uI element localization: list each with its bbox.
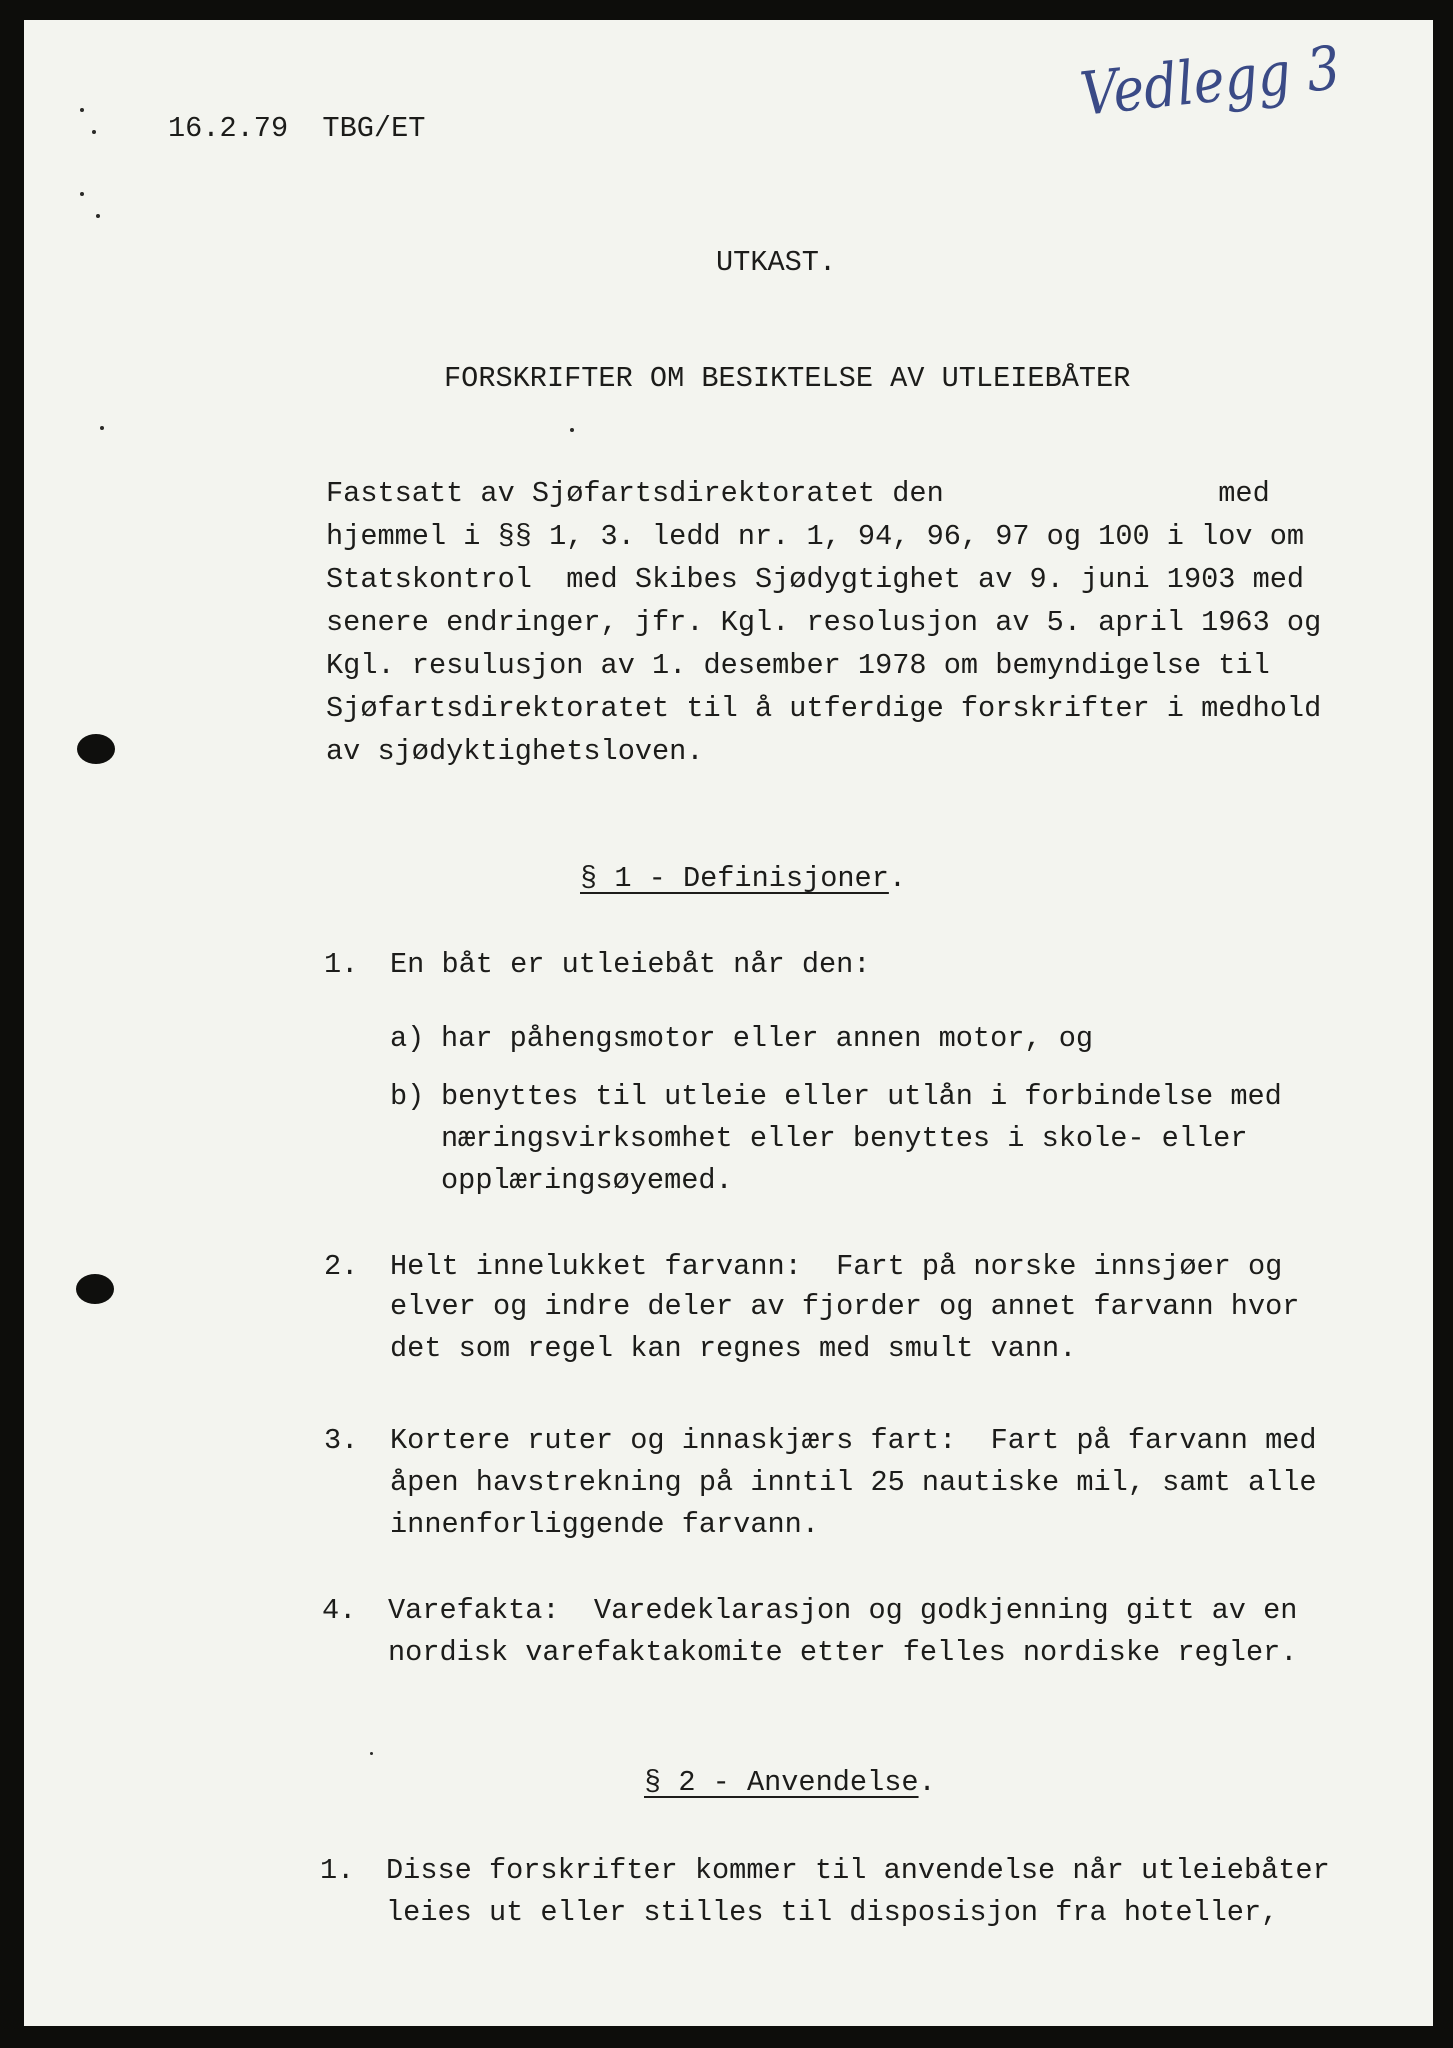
- subitem-text: har påhengsmotor eller annen motor, og: [441, 1022, 1094, 1055]
- preamble-line: Fastsatt av Sjøfartsdirektoratet den med: [326, 477, 1270, 510]
- section-heading-period: .: [888, 862, 907, 895]
- item-text: nordisk varefaktakomite etter felles nordiske regler.: [388, 1636, 1298, 1669]
- margin-dot: [100, 426, 104, 430]
- item-number: 3.: [324, 1424, 359, 1457]
- preamble-line: av sjødyktighetsloven.: [326, 735, 704, 768]
- section-heading-text: § 1 - Definisjoner: [580, 862, 889, 895]
- item-text: leies ut eller stilles til disposisjon fra hoteller,: [386, 1896, 1279, 1929]
- draft-label: UTKAST.: [716, 246, 837, 279]
- preamble-line: Sjøfartsdirektoratet til å utferdige forskrifter i medhold: [326, 692, 1322, 725]
- section-heading-text: § 2 - Anvendelse: [644, 1766, 919, 1799]
- item-text: Varefakta: Varedeklarasjon og godkjenning gitt av en: [388, 1594, 1298, 1627]
- preamble-line: Kgl. resulusjon av 1. desember 1978 om bemyndigelse til: [326, 649, 1270, 682]
- preamble-line: senere endringer, jfr. Kgl. resolusjon av 5. april 1963 og: [326, 606, 1322, 639]
- margin-dot: [370, 1752, 373, 1755]
- item-text: Kortere ruter og innaskjærs fart: Fart på farvann med: [390, 1424, 1317, 1457]
- item-text: åpen havstrekning på inntil 25 nautiske mil, samt alle: [390, 1466, 1317, 1499]
- subitem-label: b): [390, 1080, 425, 1113]
- item-text: det som regel kan regnes med smult vann.: [390, 1332, 1077, 1365]
- item-number: 4.: [322, 1594, 357, 1627]
- margin-dot: [96, 214, 100, 218]
- subitem-text: benyttes til utleie eller utlån i forbindelse med: [441, 1080, 1282, 1113]
- document-title: FORSKRIFTER OM BESIKTELSE AV UTLEIEBÅTER: [444, 362, 1131, 395]
- section-heading-period: .: [918, 1766, 936, 1799]
- punch-hole-top: [77, 734, 115, 764]
- margin-dot: [80, 108, 84, 112]
- punch-hole-bottom: [76, 1274, 114, 1304]
- item-number: 1.: [320, 1854, 355, 1887]
- handwritten-annotation: Vedlegg 3: [1077, 34, 1344, 130]
- item-number: 2.: [324, 1250, 359, 1283]
- margin-dot: [570, 428, 574, 432]
- preamble-line: hjemmel i §§ 1, 3. ledd nr. 1, 94, 96, 97 og 100 i lov om: [326, 520, 1305, 553]
- subitem-text: næringsvirksomhet eller benyttes i skole- eller: [441, 1122, 1248, 1155]
- item-text: innenforliggende farvann.: [390, 1508, 819, 1541]
- margin-dot: [92, 130, 96, 134]
- item-text: Helt innelukket farvann: Fart på norske innsjøer og: [390, 1250, 1283, 1283]
- subitem-text: opplæringsøyemed.: [441, 1164, 733, 1197]
- item-text: elver og indre deler av fjorder og annet farvann hvor: [390, 1290, 1300, 1323]
- margin-dot: [80, 192, 84, 196]
- section-heading: [580, 858, 906, 900]
- item-text: Disse forskrifter kommer til anvendelse når utleiebåter: [386, 1854, 1330, 1887]
- item-number: 1.: [324, 948, 359, 981]
- subitem-label: a): [390, 1022, 425, 1055]
- section-heading: [644, 1762, 936, 1804]
- document-reference: 16.2.79 TBG/ET: [168, 112, 426, 145]
- item-text: En båt er utleiebåt når den:: [390, 948, 871, 981]
- preamble-line: Statskontrol med Skibes Sjødygtighet av 9. juni 1903 med: [326, 563, 1305, 596]
